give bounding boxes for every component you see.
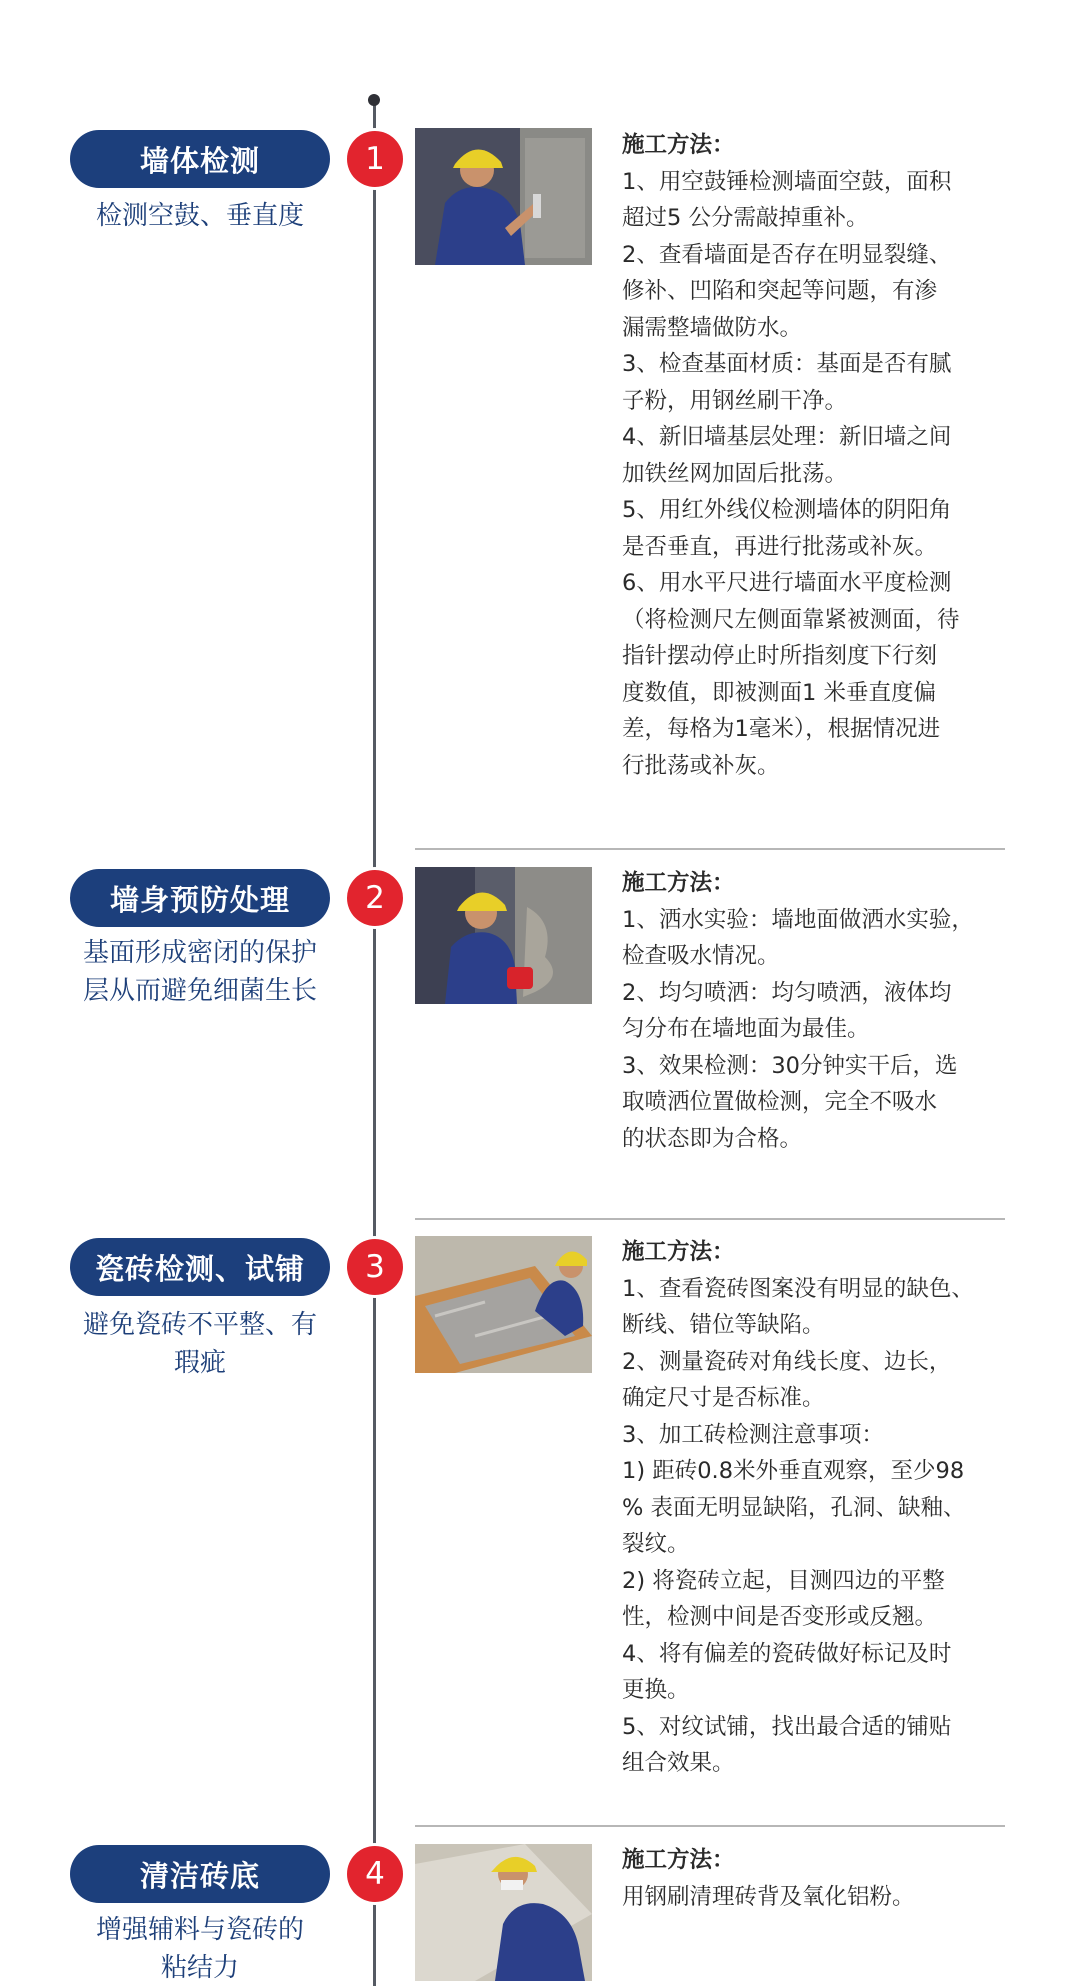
worker-hammer-wall-photo	[415, 128, 592, 265]
method-line: 指针摆动停止时所指刻度下行刻	[622, 643, 938, 669]
method-line: 3、加工砖检测注意事项：	[622, 1421, 884, 1448]
step-number-badge: 3	[347, 1239, 403, 1295]
method-line: 2) 将瓷砖立起，目测四边的平整	[622, 1567, 945, 1594]
step-number-badge: 1	[347, 131, 403, 187]
method-line: 4、新旧墙基层处理：新旧墙之间	[622, 424, 952, 450]
method-line: 组合效果。	[622, 1750, 735, 1776]
method-line: 2、测量瓷砖对角线长度、边长，	[622, 1348, 952, 1375]
method-line: 5、用红外线仪检测墙体的阴阳角	[622, 497, 952, 523]
worker-spraying-wall-photo	[415, 867, 592, 1004]
method-line: 取喷洒位置做检测，完全不吸水	[622, 1089, 938, 1115]
timeline-start-dot	[368, 94, 380, 106]
step-subtitle-line: 层从而避免细菌生长	[82, 976, 317, 1006]
method-line: 3、效果检测：30分钟实干后，选	[622, 1052, 958, 1079]
method-line: 漏需整墙做防水。	[622, 314, 803, 341]
method-title: 施工方法：	[622, 870, 735, 896]
method-text	[622, 1842, 1022, 1915]
method-line: 加铁丝网加固后批荡。	[622, 460, 848, 487]
step-number-badge: 2	[347, 870, 403, 926]
method-line: 匀分布在墙地面为最佳。	[622, 1016, 870, 1042]
step-subtitle	[50, 1911, 350, 1987]
method-line: 是否垂直，再进行批荡或补灰。	[622, 533, 938, 560]
method-line: 性，检测中间是否变形或反翘。	[622, 1604, 938, 1630]
method-line: 1) 距砖0.8米外垂直观察，至少98	[622, 1458, 965, 1484]
step-subtitle-line: 粘结力	[160, 1953, 239, 1983]
method-line: （将检测尺左侧面靠紧被测面，待	[622, 606, 960, 633]
step-subtitle	[50, 1306, 350, 1382]
method-line: 检查吸水情况。	[622, 943, 780, 969]
method-line: % 表面无明显缺陷，孔洞、缺釉、	[622, 1494, 966, 1521]
method-line: 2、均匀喷洒：均匀喷洒，液体均	[622, 979, 952, 1006]
method-line: 确定尺寸是否标准。	[622, 1385, 825, 1411]
step-subtitle	[50, 934, 350, 1010]
method-line: 3、检查基面材质：基面是否有腻	[622, 351, 952, 377]
method-line: 1、用空鼓锤检测墙面空鼓，面积	[622, 168, 952, 195]
method-line: 差，每格为1毫米），根据情况进	[622, 716, 941, 742]
method-line: 子粉，用钢丝刷干净。	[622, 387, 848, 414]
method-line: 度数值，即被测面1 米垂直度偏	[622, 679, 936, 706]
method-line: 5、对纹试铺，找出最合适的铺贴	[622, 1713, 952, 1740]
method-line: 超过5 公分需敲掉重补。	[622, 205, 869, 231]
step-subtitle: 检测空鼓、垂直度	[95, 201, 304, 231]
tile-cleaning-photo	[415, 1844, 592, 1981]
method-line: 的状态即为合格。	[622, 1125, 803, 1152]
step-title-pill: 瓷砖检测、试铺	[70, 1238, 330, 1296]
method-line: 断线、错位等缺陷。	[622, 1312, 825, 1338]
method-line: 6、用水平尺进行墙面水平度检测	[622, 570, 952, 596]
step-title-pill: 墙体检测	[70, 130, 330, 188]
method-line: 裂纹。	[622, 1531, 690, 1557]
step-subtitle-line: 避免瓷砖不平整、有	[82, 1310, 317, 1340]
section-divider	[415, 1218, 1005, 1220]
method-line: 行批荡或补灰。	[622, 752, 780, 779]
step-title-pill: 清洁砖底	[70, 1845, 330, 1903]
step-subtitle-line: 瑕疵	[173, 1348, 226, 1378]
section-divider	[415, 1825, 1005, 1827]
method-line: 2、查看墙面是否存在明显裂缝、	[622, 241, 952, 268]
method-text	[622, 865, 1022, 1157]
method-title: 施工方法：	[622, 1847, 735, 1873]
step-subtitle-line: 增强辅料与瓷砖的	[95, 1915, 304, 1945]
method-line: 用钢刷清理砖背及氧化铝粉。	[622, 1883, 915, 1910]
step-title-pill: 墙身预防处理	[70, 869, 330, 927]
tile-inspection-photo	[415, 1236, 592, 1373]
method-line: 1、查看瓷砖图案没有明显的缺色、	[622, 1275, 974, 1302]
method-text	[622, 127, 1022, 784]
method-line: 更换。	[622, 1677, 690, 1703]
method-line: 1、洒水实验：墙地面做洒水实验，	[622, 906, 974, 933]
section-divider	[415, 848, 1005, 850]
step-subtitle-line: 基面形成密闭的保护	[82, 938, 317, 968]
method-title: 施工方法：	[622, 132, 735, 158]
step-number-badge: 4	[347, 1846, 403, 1902]
method-line: 4、将有偏差的瓷砖做好标记及时	[622, 1640, 952, 1667]
method-title: 施工方法：	[622, 1239, 735, 1265]
method-text	[622, 1234, 1022, 1782]
timeline-line	[373, 100, 376, 1986]
method-line: 修补、凹陷和突起等问题，有渗	[622, 278, 938, 304]
